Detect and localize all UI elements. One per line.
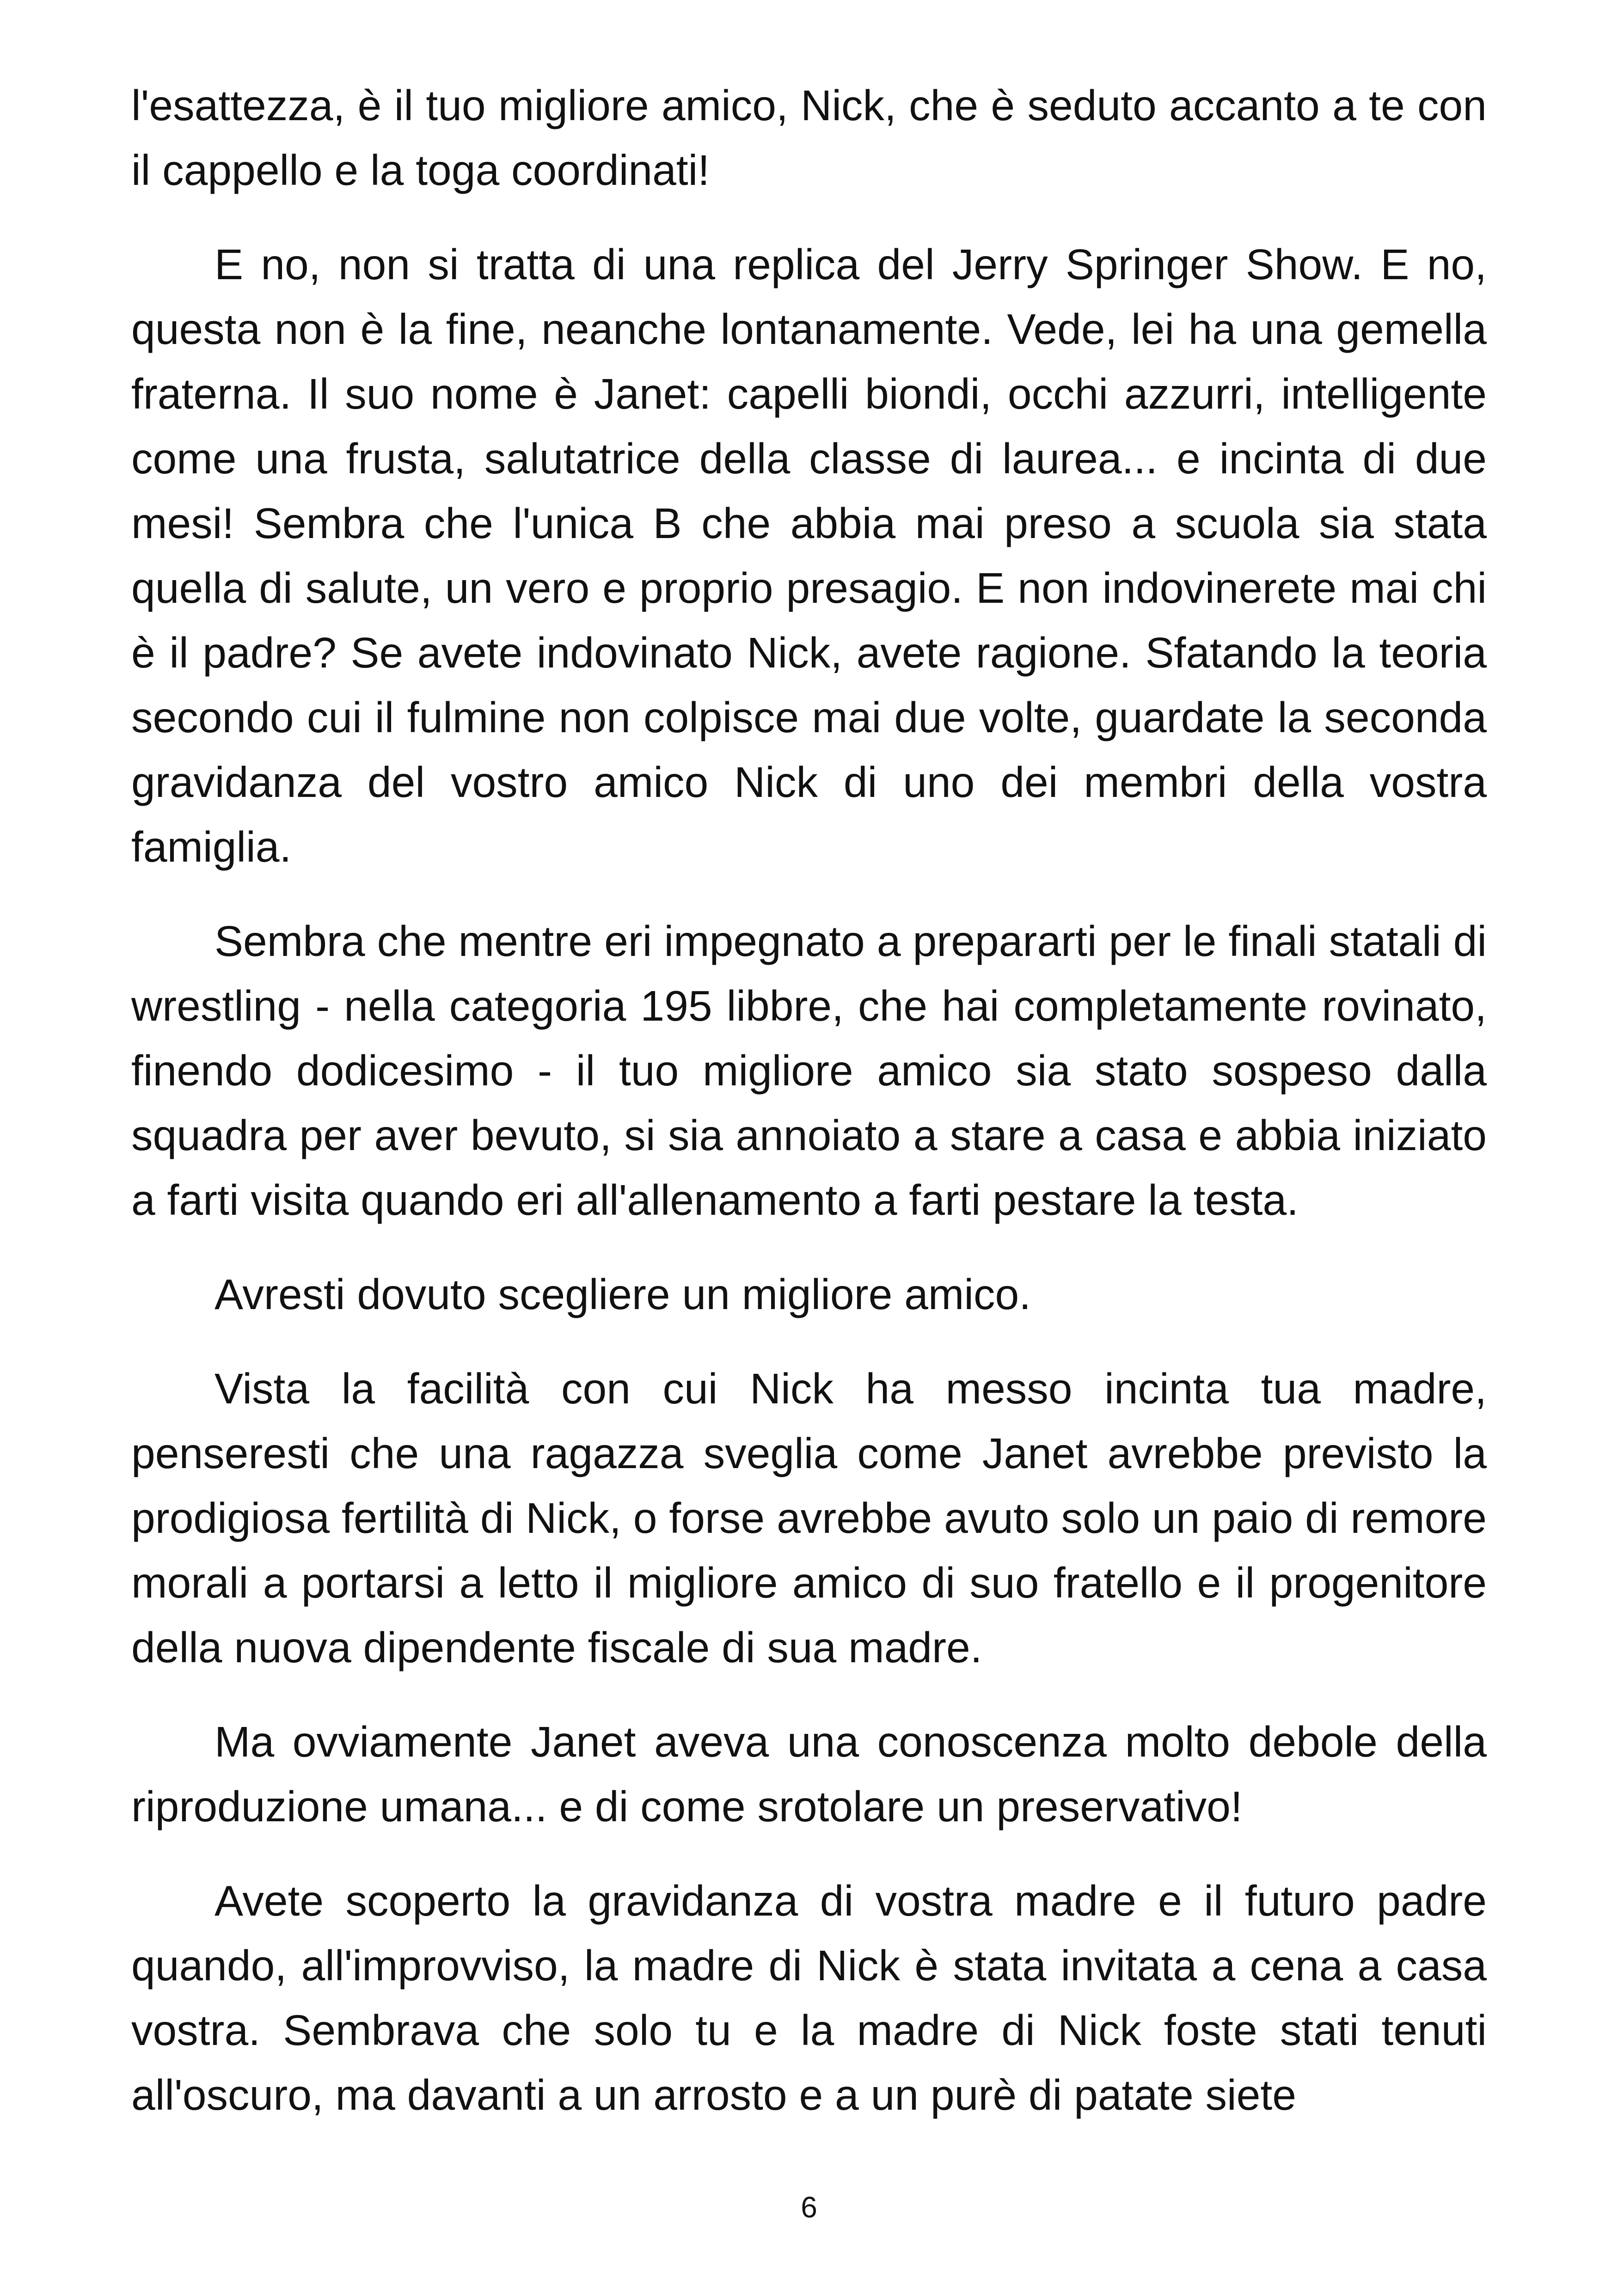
paragraph: Avete scoperto la gravidanza di vostra madre e il futuro padre quando, all'improvviso, la madre di Nick è stata invitata a cena a casa vostra. Sembrava che solo tu e la madre di Nick foste stati tenuti all'oscuro, ma davanti a un arrosto e a un purè di patate siete — [131, 1877, 1487, 2119]
page-number: 6 — [801, 2191, 817, 2224]
paragraph: Vista la facilità con cui Nick ha messo incinta tua madre, penseresti che una ragazza sveglia come Janet avrebbe previsto la prodigiosa fertilità di Nick, o forse avrebbe avuto solo un paio di remore morali a portarsi a letto il migliore amico di suo fratello e il progenitore della nuova dipendente fiscale di sua madre. — [131, 1365, 1487, 1671]
paragraph: Ma ovviamente Janet aveva una conoscenza molto debole della riproduzione umana... e di come srotolare un preservativo! — [131, 1718, 1487, 1831]
paragraph: Sembra che mentre eri impegnato a prepararti per le finali statali di wrestling - nella categoria 195 libbre, che hai completamente rovinato, finendo dodicesimo - il tuo migliore amico sia stato sospeso dalla squadra per aver bevuto, si sia annoiato a stare a casa e abbia iniziato a farti visita quando eri all'allenamento a farti pestare la testa. — [131, 917, 1487, 1224]
paragraph: l'esattezza, è il tuo migliore amico, Nick, che è seduto accanto a te con il cappello e la toga coordinati! — [131, 81, 1487, 194]
body-text — [131, 73, 1487, 2157]
paragraph: E no, non si tratta di una replica del Jerry Springer Show. E no, questa non è la fine, neanche lontanamente. Vede, lei ha una gemella fraterna. Il suo nome è Janet: capelli biondi, occhi azzurri, intelligente come una frusta, salutatrice della classe di laurea... e incinta di due mesi! Sembra che l'unica B che abbia mai preso a scuola sia stata quella di salute, un vero e proprio presagio. E non indovinerete mai chi è il padre? Se avete indovinato Nick, avete ragione. Sfatando la teoria secondo cui il fulmine non colpisce mai due volte, guardate la seconda gravidanza del vostro amico Nick di uno dei membri della vostra famiglia. — [131, 240, 1487, 871]
paragraph: Avresti dovuto scegliere un migliore amico. — [215, 1270, 1031, 1318]
